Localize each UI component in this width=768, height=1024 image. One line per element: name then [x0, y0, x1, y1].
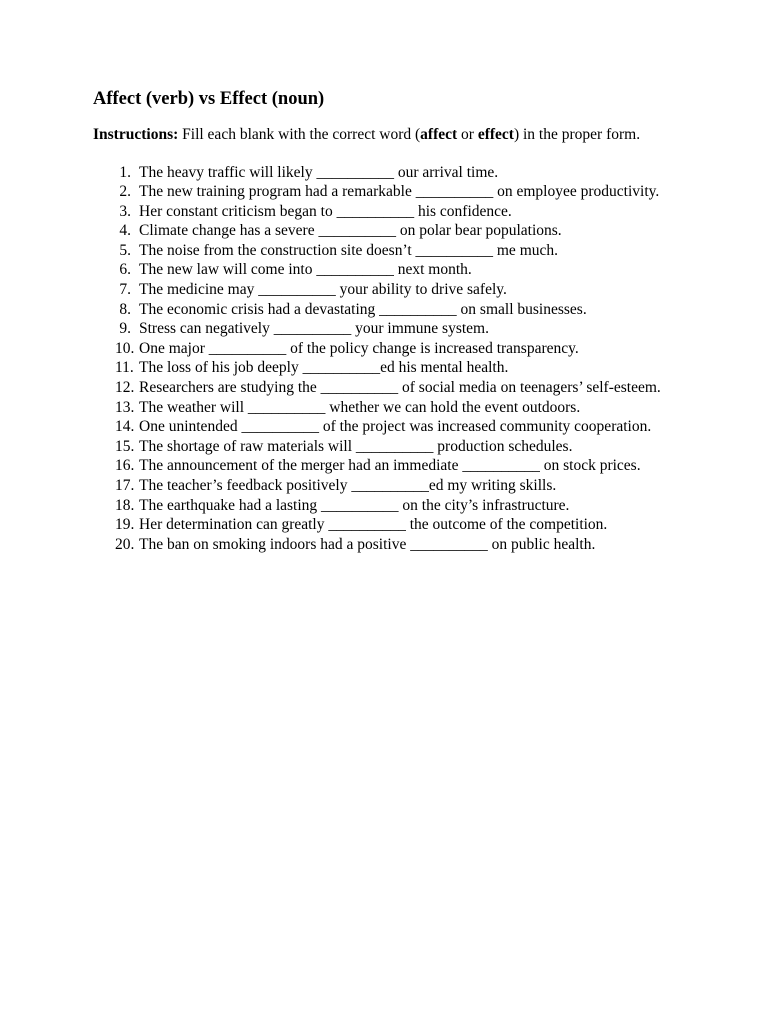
- question-text: The teacher’s feedback positively __________ed my writing skills.: [139, 477, 557, 494]
- question-number: 10.: [115, 339, 135, 357]
- question-number: 7.: [119, 281, 131, 299]
- question-item: [93, 398, 675, 418]
- question-item: [93, 417, 675, 437]
- question-item: [93, 358, 675, 378]
- question-item: [93, 300, 675, 320]
- question-number: 15.: [115, 437, 135, 455]
- question-number: 16.: [115, 457, 135, 475]
- question-text: The shortage of raw materials will __________ production schedules.: [139, 437, 573, 455]
- question-number: 20.: [115, 535, 135, 553]
- question-text: Stress can negatively __________ your immune system.: [139, 320, 489, 338]
- question-number: 1.: [119, 163, 131, 181]
- question-text: The earthquake had a lasting __________ on the city’s infrastructure.: [139, 496, 570, 514]
- question-text: Researchers are studying the __________ of social media on teenagers’ self-esteem.: [139, 379, 661, 397]
- question-text: Climate change has a severe __________ on polar bear populations.: [139, 222, 562, 240]
- question-item: [93, 515, 675, 535]
- question-item: [93, 378, 675, 398]
- question-item: [93, 535, 675, 555]
- question-text: The weather will __________ whether we can hold the event outdoors.: [139, 398, 581, 416]
- question-number: 14.: [115, 418, 135, 436]
- question-item: [93, 260, 675, 280]
- worksheet-page: [93, 87, 675, 554]
- question-item: [93, 437, 675, 457]
- question-item: [93, 319, 675, 339]
- question-text: The new training program had a remarkable __________ on employee productivity.: [139, 183, 660, 201]
- question-text: Her constant criticism began to __________ his confidence.: [139, 202, 512, 220]
- instructions-paragraph: [93, 125, 675, 145]
- instructions-word-effect: effect: [477, 126, 514, 143]
- question-number: 17.: [115, 477, 135, 494]
- question-text: The announcement of the merger had an immediate __________ on stock prices.: [139, 457, 641, 475]
- question-number: 5.: [119, 241, 131, 259]
- question-item: [93, 221, 675, 241]
- question-number: 6.: [119, 261, 131, 279]
- instructions-text-after: ) in the proper form.: [513, 126, 641, 143]
- question-item: [93, 456, 675, 476]
- question-text: The new law will come into __________ next month.: [139, 261, 472, 279]
- question-item: [93, 339, 675, 359]
- question-number: 11.: [115, 359, 134, 377]
- question-item: [93, 202, 675, 222]
- question-number: 18.: [115, 496, 135, 514]
- question-text: One unintended __________ of the project was increased community cooperation.: [139, 418, 652, 436]
- question-list: [93, 163, 675, 555]
- page-title: Affect (verb) vs Effect (noun): [93, 89, 325, 109]
- question-number: 4.: [119, 222, 131, 240]
- question-number: 8.: [119, 300, 131, 318]
- instructions-word-affect: affect: [420, 126, 458, 143]
- instructions-text-before: Fill each blank with the correct word (: [178, 126, 421, 143]
- question-text: The medicine may __________ your ability to drive safely.: [139, 281, 507, 299]
- question-text: The heavy traffic will likely __________ our arrival time.: [139, 163, 499, 181]
- question-item: [93, 476, 675, 496]
- question-number: 9.: [119, 320, 131, 338]
- question-number: 13.: [115, 398, 135, 416]
- question-number: 2.: [119, 183, 131, 201]
- question-number: 12.: [115, 379, 135, 397]
- question-text: The ban on smoking indoors had a positive __________ on public health.: [139, 535, 596, 553]
- question-text: Her determination can greatly __________ the outcome of the competition.: [139, 516, 608, 534]
- question-item: [93, 496, 675, 516]
- question-text: The economic crisis had a devastating __________ on small businesses.: [139, 300, 587, 318]
- instructions-text-mid: or: [457, 126, 478, 143]
- question-number: 3.: [119, 202, 131, 220]
- question-text: The noise from the construction site doesn’t __________ me much.: [139, 241, 558, 259]
- question-text: The loss of his job deeply __________ed his mental health.: [139, 359, 509, 377]
- question-item: [93, 163, 675, 183]
- question-item: [93, 182, 675, 202]
- question-text: One major __________ of the policy change is increased transparency.: [139, 339, 579, 357]
- question-item: [93, 280, 675, 300]
- question-number: 19.: [115, 516, 135, 534]
- instructions-label: Instructions:: [93, 126, 179, 143]
- question-item: [93, 241, 675, 261]
